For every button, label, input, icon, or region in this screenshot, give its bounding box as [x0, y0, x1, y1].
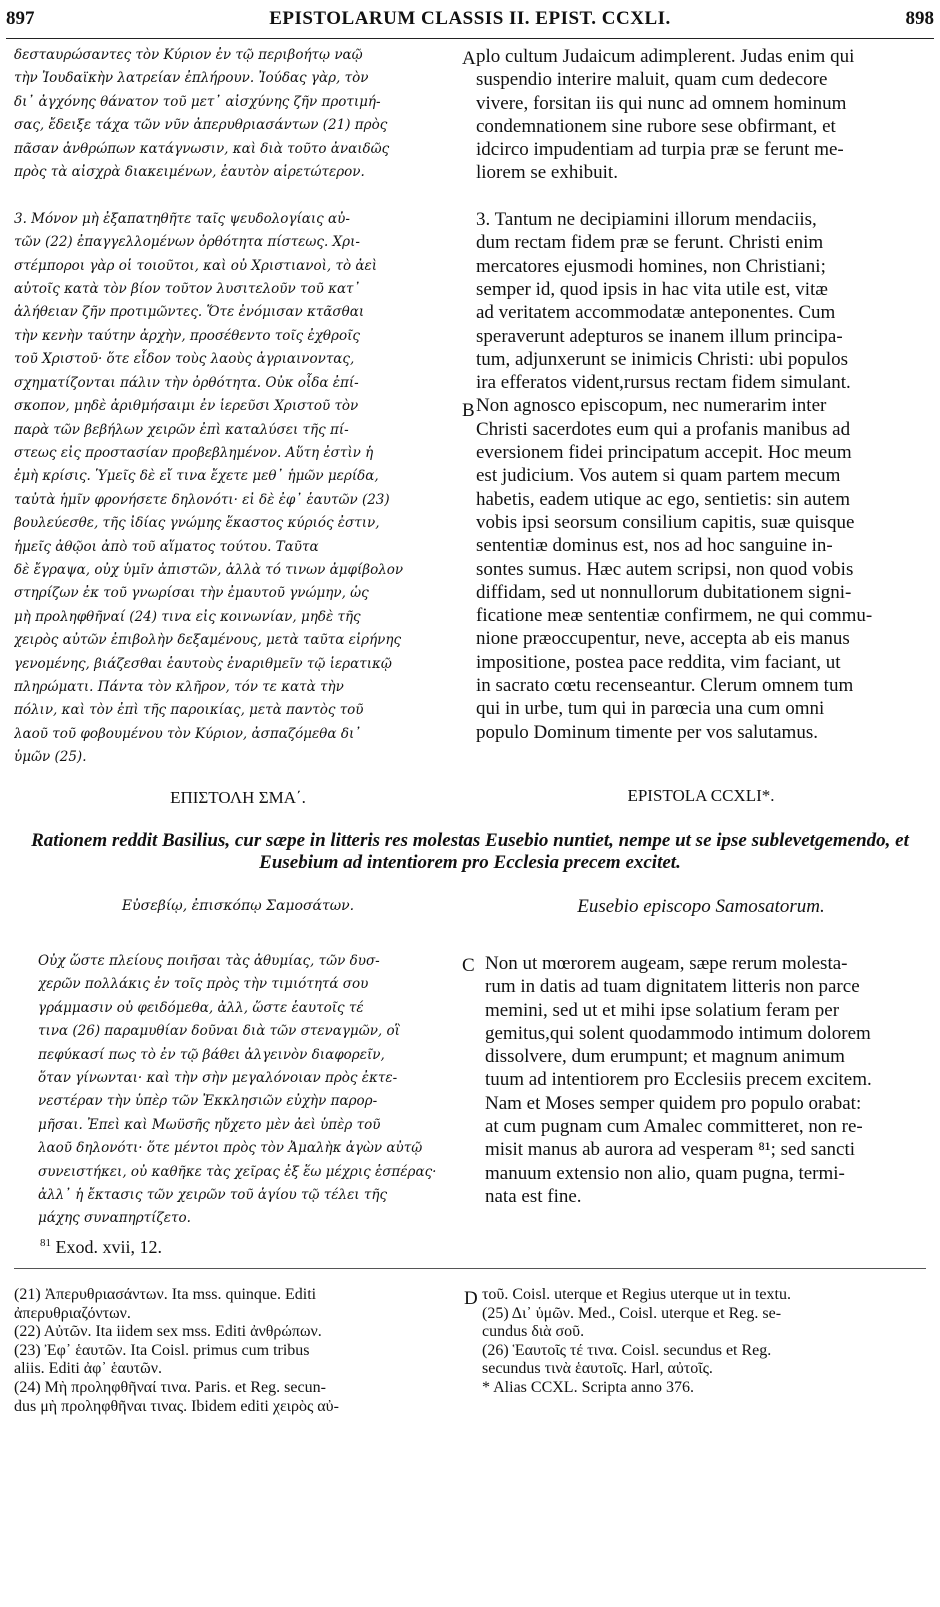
greek-text-line: συνειστήκει, οὐ καθῆκε τὰς χεῖρας ἐξ ἕω μέχρις ἑσπέρας·	[38, 1163, 437, 1180]
greek-text-line: ὅταν γίνωνται· καὶ τὴν σὴν μεγαλόνοιαν πρὸς ἐκτε-	[38, 1070, 398, 1087]
scripture-footnote-text: Exod. xvii, 12.	[55, 1237, 162, 1257]
note-line: ἀπερυθριαζόντων.	[14, 1304, 131, 1322]
greek-text-line: βουλεύεσθε, τῆς ἰδίας γνώμης ἕκαστος κύριός ἐστιν,	[14, 515, 380, 532]
latin-text-line: dum rectam fidem præ se ferunt. Christi enim	[476, 232, 824, 254]
latin-text-line: diffidam, sed ut nonnullorum dubitationem signi-	[476, 581, 852, 603]
greek-text-line: πόλιν, καὶ τὸν ἐπὶ τῆς παροικίας, μετὰ παντὸς τοῦ	[14, 702, 364, 719]
latin-text-line: sontes sumus. Hæc autem scripsi, non quod vobis	[476, 558, 854, 580]
latin-text-line: sententiæ dominus est, nos ad hoc sanguine in-	[476, 535, 833, 557]
latin-text-line: habetis, eadem utique ac ego, sentietis: sin autem	[476, 488, 851, 510]
greek-text-line: δεσταυρώσαντες τὸν Κύριον ἐν τῷ περιβοήτῳ ναῷ	[14, 47, 363, 63]
greek-text-line: λαοῦ τοῦ φοβουμένου τὸν Κύριον, ἀσπαζόμεθα δι᾽	[14, 725, 361, 742]
header-rule	[6, 38, 934, 39]
note-line: (25) Δι᾽ ὑμῶν. Med., Coisl. uterque et Reg. se-	[482, 1304, 782, 1322]
latin-text-line: Christi sacerdotes eum qui a profanis manibus ad	[476, 418, 851, 440]
latin-text-line	[476, 185, 926, 208]
greek-text-line: αὐτοῖς κατὰ τὸν βίον τοῦτον λυσιτελοῦν τοῦ κατ᾽	[14, 281, 361, 298]
latin-text-line: suspendio interire maluit, quam cum dedecore	[476, 69, 828, 91]
summary-line: Rationem reddit Basilius, cur sæpe in litteris res molestas Eusebio nuntiet, nempe ut se ipse sublevet	[31, 830, 815, 851]
greek-text-line: γενομένης, βιάζεσθαι ἑαυτοὺς ἐναριθμεῖν τῷ ἱερατικῷ	[14, 655, 392, 672]
greek-text-line: νεστέραν τὴν ὑπὲρ τῶν Ἐκκλησιῶν εὐχὴν παρορ-	[38, 1093, 378, 1110]
greek-text-line: ἡμεῖς ἀθῷοι ἀπὸ τοῦ αἵματος τούτου. Ταῦτα	[14, 538, 319, 555]
latin-text-line: in sacrato cœtu recenseantur. Clerum omnem tum	[476, 675, 854, 697]
note-line: aliis. Editi ἀφ᾽ ἑαυτῶν.	[14, 1360, 162, 1378]
greek-text-line: παρὰ τῶν βεβήλων χειρῶν ἐπὶ καταλύσει τῆς πί-	[14, 421, 349, 438]
latin-text-line: memini, sed ut et mihi ipse solatium feram per	[485, 999, 840, 1021]
latin-text-line: rum in datis ad tuam dignitatem litteris non parce	[485, 976, 860, 998]
margin-letter-d: D	[464, 1288, 478, 1309]
latin-text-line: gemitus,qui solent quodammodo intimum dolorem	[485, 1022, 871, 1044]
note-line: secundus τινὰ ἑαυτοῖς. Harl, αὐτοῖς.	[482, 1360, 713, 1378]
latin-text-line: est judicium. Vos autem si quam partem mecum	[476, 465, 841, 487]
latin-text-line: idcirco impudentiam ad turpia præ se ferunt me-	[476, 139, 844, 161]
page-number-right: 898	[905, 8, 934, 29]
latin-text-line: 3. Tantum ne decipiamini illorum mendaciis,	[476, 209, 817, 231]
footnote-rule	[14, 1268, 926, 1269]
scripture-footnote	[40, 1237, 162, 1258]
latin-text-line: ficatione meæ sententiæ confirmem, ne qui commu-	[476, 605, 873, 627]
latin-column-top	[476, 45, 926, 744]
greek-text-line: μῆσαι. Ἐπεὶ καὶ Μωϋσῆς ηὔχετο μὲν ἀεὶ ὑπὲρ τοῦ	[38, 1116, 381, 1133]
greek-text-line: στηρίζων ἐκ τοῦ γνωρίσαι τὴν ἐμαυτοῦ γνώμην, ὡς	[14, 585, 369, 602]
latin-text-line: vivere, forsitan iis qui nunc ad omnem hominum	[476, 92, 847, 114]
greek-text-line: δι᾽ ἀγχόνης θάνατον τοῦ μετ᾽ αἰσχύνης ζῆν προτιμή-	[14, 93, 381, 110]
note-line: (26) Ἑαυτοῖς τέ τινα. Coisl. secundus et Reg.	[482, 1341, 772, 1359]
greek-text-line: δὲ ἔγραψα, οὐχ ὑμῖν ἀπιστῶν, ἀλλὰ τό τινων ἀμφίβολον	[14, 561, 404, 578]
greek-text-line: σας, ἔδειξε τάχα τῶν νῦν ἀπερυθριασάντων (21) πρὸς	[14, 117, 388, 134]
note-line: cundus διὰ σοῦ.	[482, 1323, 585, 1341]
greek-text-line: πεφύκασί πως τὸ ἐν τῷ βάθει ἀλγεινὸν διαφορεῖν,	[38, 1046, 385, 1063]
note-line: (22) Αὐτῶν. Ita iidem sex mss. Editi ἀνθρώπων.	[14, 1323, 322, 1341]
margin-letter-a: A	[462, 48, 476, 69]
note-line: τοῦ. Coisl. uterque et Regius uterque ut in textu.	[482, 1286, 791, 1303]
latin-text-line: at cum pugnam cum Amalec committeret, non re-	[485, 1116, 863, 1138]
critical-notes-left	[14, 1286, 454, 1416]
latin-text-line: eversionem fidei principatum accepit. Hoc meum	[476, 442, 852, 464]
greek-text-line: ἀλήθειαν ζῆν προτιμῶντες. Ὅτε ἐνόμισαν κτᾶσθαι	[14, 304, 365, 321]
greek-text-line: ὑμῶν (25).	[14, 749, 87, 766]
greek-text-line: πᾶσαν ἀνθρώπων κατάγνωσιν, καὶ διὰ τοῦτο ἀναιδῶς	[14, 140, 390, 157]
note-line: (21) Ἀπερυθριασάντων. Ita mss. quinque. Editi	[14, 1286, 317, 1303]
critical-notes-right	[482, 1286, 922, 1398]
note-line: * Alias CCXL. Scripta anno 376.	[482, 1378, 694, 1396]
latin-text-line: populo Dominum timente per vos salutamus.	[476, 721, 818, 743]
latin-text-line: speraverunt adepturos se inanem illum principa-	[476, 325, 843, 347]
running-header	[6, 8, 934, 34]
greek-text-line: μὴ προληφθῆναί (24) τινα εἰς κοινωνίαν, μηδὲ τῆς	[14, 608, 361, 625]
latin-text-line: manuum extensio non alio, quam pugna, termi-	[485, 1162, 845, 1184]
greek-text-line: τὴν κενὴν ταύτην ἀρχὴν, προσέθεντο τοῖς ἐχθροῖς	[14, 327, 360, 344]
greek-text-line: στεως εἰς προστασίαν προβεβλημένον. Αὕτη ἐστὶν ἡ	[14, 444, 374, 461]
latin-column-body	[485, 952, 927, 1208]
latin-text-line: condemnationem sine rubore sese obfirmant, et	[476, 115, 836, 137]
greek-text-line: τοῦ Χριστοῦ· ὅτε εἶδον τοὺς λαοὺς ἀγριαινοντας,	[14, 351, 355, 368]
greek-text-line: σκοπον, μηδὲ ἀριθμήσαιμι ἐν ἱερεῦσι Χριστοῦ τὸν	[14, 398, 359, 415]
greek-text-line: ἐμὴ κρίσις. Ὑμεῖς δὲ εἴ τινα ἔχετε μεθ᾽ ἡμῶν μερίδα,	[14, 468, 379, 485]
epistle-heading-latin: EPISTOLA CCXLI*.	[627, 786, 775, 805]
greek-text-line: πρὸς τὰ αἰσχρὰ διακειμένων, ἑαυτὸν αἱρετώτερον.	[14, 164, 365, 181]
latin-text-line: tum, adjunxerunt se inimicis Christi: ubi populos	[476, 348, 849, 370]
greek-text-line: μάχης συναπηρτίζετο.	[38, 1210, 191, 1227]
margin-letter-c: C	[462, 955, 475, 976]
summary-line: gemendo, et Eusebium ad intentiorem pro Ecclesia precem excitet.	[259, 830, 909, 873]
greek-text-line: σχηματίζονται πάλιν τὴν ὀρθότητα. Οὐκ οἶδα ἐπί-	[14, 374, 359, 391]
latin-text-line: Nam et Moses semper quidem pro populo orabat:	[485, 1092, 862, 1114]
running-title: EPISTOLARUM CLASSIS II. EPIST. CCXLI.	[269, 8, 671, 29]
greek-text-line: στέμποροι γὰρ οἱ τοιοῦτοι, καὶ οὐ Χριστιανοὶ, τὸ ἀεὶ	[14, 257, 378, 274]
note-line: dus μὴ προληφθῆναι τινας. Ibidem editi χειρὸς αὐ-	[14, 1397, 339, 1415]
greek-text-line: τῶν (22) ἐπαγγελλομένων ὀρθότητα πίστεως. Χρι-	[14, 234, 360, 251]
latin-text-line: qui in urbe, tum qui in parœcia una cum omni	[476, 698, 825, 720]
margin-letter-b: B	[462, 400, 475, 421]
greek-column-body	[38, 950, 458, 1231]
latin-text-line: ad veritatem accommodatæ anteponentes. Cum	[476, 302, 836, 324]
latin-text-line: vobis ipsi seorsum consilium capitis, suæ quisque	[476, 511, 855, 533]
greek-text-line: ταὐτὰ ἡμῖν φρονήσετε δηλονότι· εἰ δὲ ἐφ᾽ ἑαυτῶν (23)	[14, 491, 390, 508]
greek-text-line: τὴν Ἰουδαϊκὴν λατρείαν ἐπλήρουν. Ἰούδας γὰρ, τὸν	[14, 70, 369, 87]
greek-text-line: λαοῦ δηλονότι· ὅτε μέντοι πρὸς τὸν Ἀμαλὴκ ἀγὼν αὐτῷ	[38, 1140, 423, 1157]
address-latin: Eusebio episcopo Samosatorum.	[577, 896, 825, 917]
greek-text-line: 3. Μόνον μὴ ἐξαπατηθῆτε ταῖς ψευδολογίαις αὐ-	[14, 210, 350, 227]
greek-text-line: πληρώματι. Πάντα τὸν κλῆρον, τόν τε κατὰ τὴν	[14, 678, 344, 695]
latin-text-line: impositione, postea pace reddita, vim faciant, ut	[476, 651, 841, 673]
note-line: (23) Ἐφ᾽ ἑαυτῶν. Ita Coisl. primus cum tribus	[14, 1341, 310, 1359]
greek-column-top	[14, 44, 462, 770]
latin-text-line: semper id, quod ipsis in hac vita utile est, vitæ	[476, 278, 828, 300]
scripture-footnote-number: 81	[40, 1237, 51, 1249]
latin-text-line: ira efferatos vident,rursus rectam fidem simulant.	[476, 372, 851, 394]
greek-text-line: γράμμασιν οὐ φειδόμεθα, ἀλλ, ὥστε ἑαυτοῖς τέ	[38, 999, 364, 1016]
latin-text-line: nata est fine.	[485, 1185, 582, 1207]
address-greek: Εὐσεβίῳ, ἐπισκόπῳ Σαμοσάτων.	[121, 898, 355, 914]
latin-text-line: Non agnosco episcopum, nec numerarim inter	[476, 395, 827, 417]
latin-text-line: dissolvere, dum erumpunt; et magnum animum	[485, 1046, 845, 1068]
page-number-left: 897	[6, 8, 35, 29]
note-line: (24) Μὴ προληφθῆναί τινα. Paris. et Reg. secun-	[14, 1378, 326, 1396]
latin-text-line: nione præoccupentur, neve, accepta ab eis manus	[476, 628, 850, 650]
epistle-heading-greek: ΕΠΙΣΤΟΛΗ ΣΜΑ΄.	[170, 788, 306, 807]
greek-text-line: τινα (26) παραμυθίαν δοῦναι διὰ τῶν στεναγμῶν, οἳ	[38, 1023, 400, 1040]
greek-text-line	[14, 184, 462, 207]
latin-text-line: tuum ad intentiorem pro Ecclesiis precem excitem.	[485, 1069, 872, 1091]
greek-text-line: χερῶν πολλάκις ἐν τοῖς πρὸς τὴν τιμιότητά σου	[38, 976, 369, 993]
latin-text-line: mercatores ejusmodi homines, non Christiani;	[476, 255, 826, 277]
latin-text-line: plo cultum Judaicum adimplerent. Judas enim qui	[476, 46, 855, 67]
greek-text-line: χειρὸς αὐτῶν ἐπιβολὴν δεξαμένους, μετὰ ταῦτα εἰρήνης	[14, 632, 402, 649]
greek-text-line: ἀλλ᾽ ἡ ἔκτασις τῶν χειρῶν τοῦ ἁγίου τῷ τέλει τῆς	[38, 1187, 388, 1204]
greek-text-line: Οὐχ ὥστε πλείους ποιῆσαι τὰς ἀθυμίας, τῶν δυσ-	[38, 953, 380, 969]
latin-text-line: Non ut mœrorem augeam, sæpe rerum molesta-	[485, 953, 848, 974]
latin-text-line: liorem se exhibuit.	[476, 162, 618, 184]
latin-text-line: misit manus ab aurora ad vesperam ⁸¹; sed sancti	[485, 1139, 856, 1161]
epistle-summary	[20, 830, 920, 874]
